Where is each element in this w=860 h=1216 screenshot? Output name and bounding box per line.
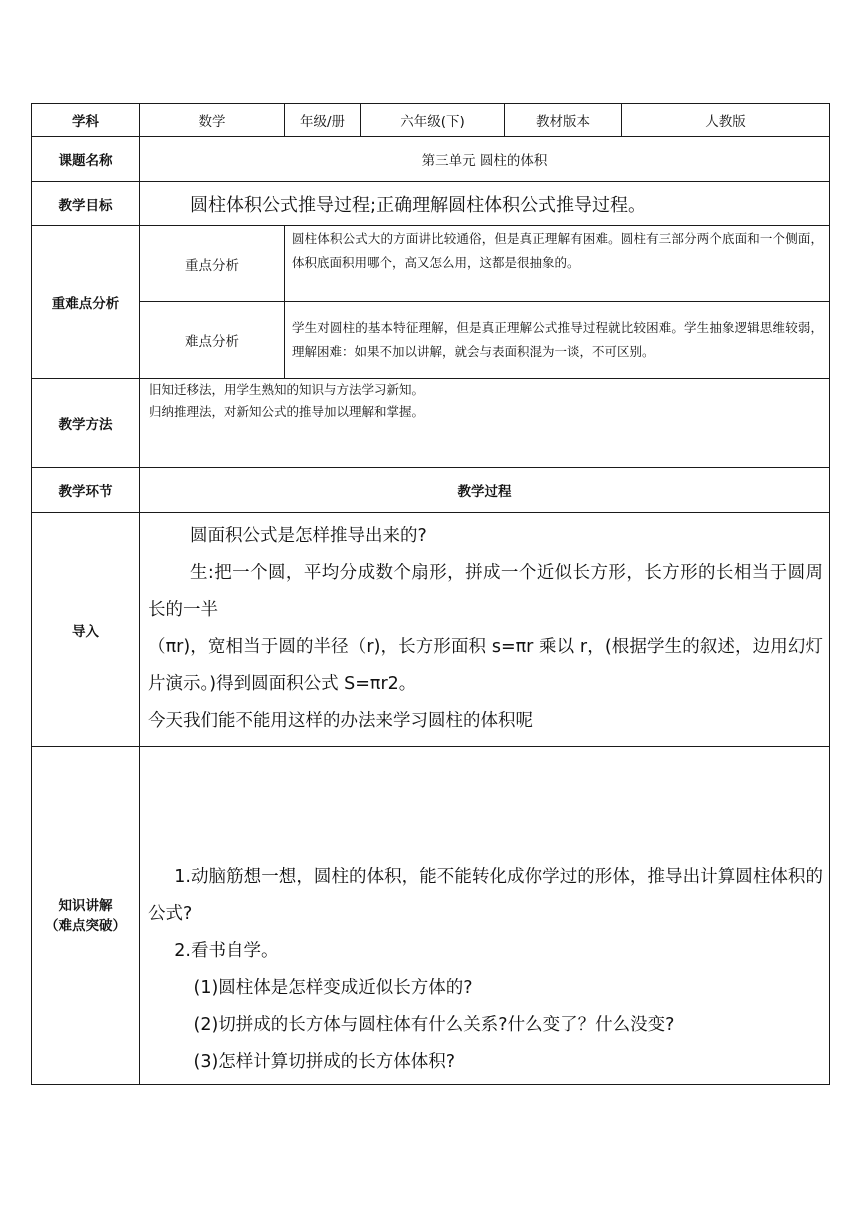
knowledge-text bbox=[140, 747, 830, 1085]
key-analysis-text: 圆柱体积公式大的方面讲比较通俗，但是真正理解有困难。圆柱有三部分两个底面和一个侧面，体积底面积用哪个，高又怎么用，这都是很抽象的。 bbox=[285, 226, 830, 302]
method-label: 教学方法 bbox=[32, 379, 140, 468]
intro-text bbox=[140, 513, 830, 747]
key-analysis-row bbox=[32, 226, 830, 302]
process-label: 教学环节 bbox=[32, 468, 140, 513]
goal-row bbox=[32, 182, 830, 226]
difficulty-analysis-row bbox=[32, 302, 830, 379]
grade-value: 六年级(下) bbox=[361, 104, 505, 137]
lesson-plan-table bbox=[31, 103, 830, 1085]
intro-label: 导入 bbox=[32, 513, 140, 747]
textbook-label: 教材版本 bbox=[505, 104, 622, 137]
topic-value: 第三单元 圆柱的体积 bbox=[140, 137, 830, 182]
knowledge-label-line2: （难点突破） bbox=[45, 917, 126, 934]
intro-transition: 今天我们能不能用这样的办法来学习圆柱的体积呢 bbox=[148, 710, 533, 731]
key-analysis-label: 重点分析 bbox=[140, 226, 285, 302]
analysis-label: 重难点分析 bbox=[32, 226, 140, 379]
process-row bbox=[32, 468, 830, 513]
method-text bbox=[140, 379, 830, 468]
knowledge-row bbox=[32, 747, 830, 1085]
process-header: 教学过程 bbox=[140, 468, 830, 513]
knowledge-question-1: 1.动脑筋想一想，圆柱的体积，能不能转化成你学过的形体，推导出计算圆柱体积的公式? bbox=[148, 867, 823, 924]
method-row bbox=[32, 379, 830, 468]
goal-text: 圆柱体积公式推导过程;正确理解圆柱体积公式推导过程。 bbox=[140, 182, 830, 226]
grade-label: 年级/册 bbox=[285, 104, 361, 137]
header-row bbox=[32, 104, 830, 137]
textbook-value: 人教版 bbox=[622, 104, 830, 137]
method-line: 归纳推理法，对新知公式的推导加以理解和掌握。 bbox=[149, 404, 425, 419]
knowledge-question-2: 2.看书自学。 bbox=[174, 941, 279, 961]
topic-label: 课题名称 bbox=[32, 137, 140, 182]
subject-value: 数学 bbox=[140, 104, 285, 137]
intro-question: 圆面积公式是怎样推导出来的? bbox=[190, 525, 427, 546]
knowledge-subquestion: (1)圆柱体是怎样变成近似长方体的? bbox=[193, 978, 473, 998]
intro-answer: 生:把一个圆，平均分成数个扇形，拼成一个近似长方形，长方形的长相当于圆周长的一半 bbox=[148, 562, 823, 620]
subject-label: 学科 bbox=[32, 104, 140, 137]
knowledge-subquestion: (3)怎样计算切拼成的长方体体积? bbox=[193, 1052, 456, 1072]
goal-label: 教学目标 bbox=[32, 182, 140, 226]
intro-formula: （πr)，宽相当于圆的半径（r)，长方形面积 s=πr 乘以 r，(根据学生的叙述，边用幻灯片演示。)得到圆面积公式 S=πr2。 bbox=[148, 636, 823, 694]
topic-row bbox=[32, 137, 830, 182]
difficulty-analysis-label: 难点分析 bbox=[140, 302, 285, 379]
method-line: 旧知迁移法，用学生熟知的知识与方法学习新知。 bbox=[149, 382, 425, 397]
knowledge-subquestion: (2)切拼成的长方体与圆柱体有什么关系?什么变了？什么没变? bbox=[193, 1015, 675, 1035]
intro-row bbox=[32, 513, 830, 747]
knowledge-label-line1: 知识讲解 bbox=[58, 897, 113, 914]
knowledge-label bbox=[32, 747, 140, 1085]
difficulty-analysis-text: 学生对圆柱的基本特征理解，但是真正理解公式推导过程就比较困难。学生抽象逻辑思维较弱，理解困难：如果不加以讲解，就会与表面积混为一谈，不可区别。 bbox=[285, 302, 830, 379]
